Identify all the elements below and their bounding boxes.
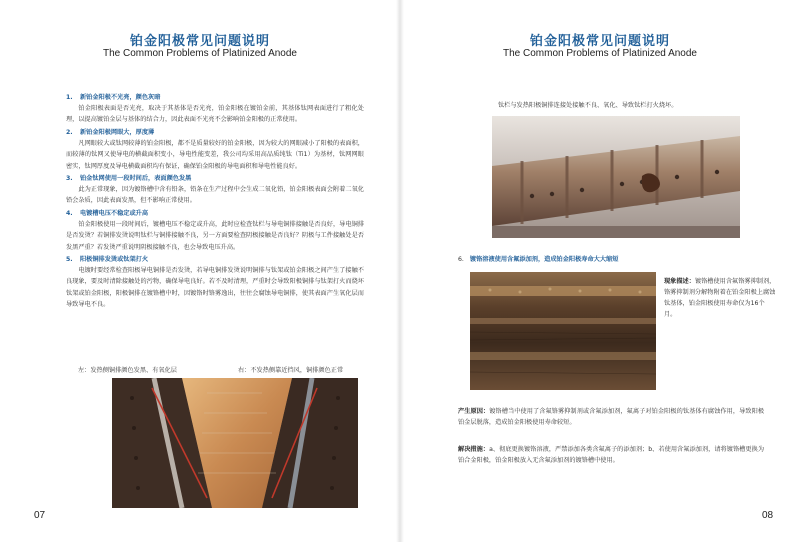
solution-paragraph — [458, 444, 764, 466]
right-title-cn: 铂金阳极常见问题说明 — [529, 34, 670, 49]
right-title-en: The Common Problems of Platinized Anode — [503, 48, 697, 59]
problem-heading: 电镀槽电压不稳定或升高 — [80, 209, 149, 217]
problem-item — [66, 208, 364, 253]
right-page — [400, 0, 800, 542]
solution-label: 解决措施： — [458, 446, 490, 453]
problem-heading: 镀铬溶液使用含氟添加剂，造成铂金阳极寿命大大缩短 — [469, 256, 619, 263]
phenomenon-text: 镀铬槽使用含氟铬雾抑制剂，铬雾抑制剂分解物附着在铂金阳极上腐蚀钛基体，铂金阳极使用寿命仅为16个月。 — [664, 278, 776, 318]
problem-number: 1. — [66, 94, 73, 101]
problem-heading: 新铂金阳极网眼大，厚度薄 — [80, 128, 155, 136]
problem-item — [66, 127, 364, 172]
phenomenon-note — [664, 276, 776, 320]
problem-heading: 阳极铜排发烫或钛架打火 — [80, 256, 149, 264]
problem-item — [66, 173, 364, 207]
problem-body: 电镀时要经常检查阳极导电铜排是否发烫，若导电铜排发烫说明铜排与钛架或铂金阳极之间产生了接触不良现象，要及时清除接触处的污物，确保导电良好。若不及时清理，严重时会导致阳极铜排与钛架打火而烧坏钛架或铂金阳极，阳极铜排在镀铬槽中时，因镀铬时铬雾逸出，往往会腐蚀导电铜排，使其表面产生氧化层而导致导电不良。 — [66, 267, 364, 309]
problem-item — [66, 254, 364, 311]
titanium-rack-photo — [492, 116, 740, 238]
solution-text: a、彻底更换镀铬溶液，严禁添加各类含氟离子的添加剂；b、若使用含氟添加剂，请将镀铬槽更换为铂合金阳极，铂金阳极放入无含氟添加剂的镀铬槽中使用。 — [458, 446, 765, 464]
cause-label: 产生原因： — [458, 408, 490, 415]
anode-corrosion-photo — [470, 272, 656, 390]
problem-item — [66, 92, 364, 126]
left-title-en: The Common Problems of Platinized Anode — [103, 48, 297, 59]
problem-list — [66, 92, 364, 312]
photo-captions — [78, 365, 368, 377]
problem-body: 凡网眼较大或钛网较薄的铂金阳极，都不是质量较好的铂金阳极，因为较大的网眼减小了阳极的表面积，而较薄的钛网又使导电的横截面积变小，导电性能变差，我公司均采用高品质纯钛（Ti1）为基材，钛网网眼密实，钛网厚度及导电横截面积均有保证，确保铂金阳极的导电面积和导电性能良好。 — [66, 139, 364, 170]
caption-left: 左：发热侧铜排颜色发黑、有氧化层 — [78, 367, 177, 374]
problem-number: 2. — [66, 128, 73, 136]
cause-text: 镀铬槽当中使用了含氟铬雾抑制剂或含氟添加剂，氟离子对铂金阳极的钛基体有腐蚀作用，导致阳极铂金层脱落，造成铂金阳极使用寿命较短。 — [458, 408, 765, 426]
problem-number: 4. — [66, 209, 73, 217]
problem-body: 铂金阳极使用一段时间后，镀槽电压不稳定或升高，此时应检查钛栏与导电铜排接触是否良好，导电铜排是否发烫？若铜排发烫说明钛栏与铜排接触不良，另一方面要检查阴极接触是否良好？阴极与工件接触处是否发黑严重？若发烫严重说明阴极接触不良，也会导致电压升高。 — [66, 220, 364, 251]
problem-body: 铂金阳极表面是否光亮，取决于其基体是否光亮，铂金阳极在镀铂金前，其基体钛网表面进行了粗化处理，以提高镀铂金层与基体的结合力，因此表面不光亮不会影响铂金阳极的正常使用。 — [66, 105, 364, 124]
spread-gutter — [396, 0, 404, 542]
page-number-right: 08 — [762, 510, 774, 521]
problem-6-heading — [458, 254, 618, 263]
problem-heading: 新铂金阳极不光亮，颜色灰暗 — [80, 94, 161, 101]
caption-right: 右：不发热侧靠近挡风，铜排颜色正常 — [238, 367, 344, 374]
cause-paragraph — [458, 406, 764, 428]
phenomenon-label: 现象描述： — [664, 278, 695, 285]
problem-number: 3. — [66, 175, 73, 183]
problem-body: 此为正常现象，因为镀铬槽中含有铅条，铅条在生产过程中会生成二氧化铅，铂金阳极表面会附着二氧化铅会杂质，因此表面发黑，但不影响正常使用。 — [66, 186, 364, 205]
left-title-cn: 铂金阳极常见问题说明 — [129, 34, 270, 49]
busbar-tank-photo — [112, 378, 358, 508]
page-number-left: 07 — [34, 510, 46, 521]
problem-number: 6. — [458, 256, 464, 263]
problem-number: 5. — [66, 256, 73, 264]
problem-heading: 铂金钛网使用一段时间后，表面颜色发黑 — [80, 175, 192, 183]
top-photo-caption: 钛栏与发热阳极铜排连接处接触不良、氧化、导致钛栏打火烧坏。 — [498, 102, 678, 109]
